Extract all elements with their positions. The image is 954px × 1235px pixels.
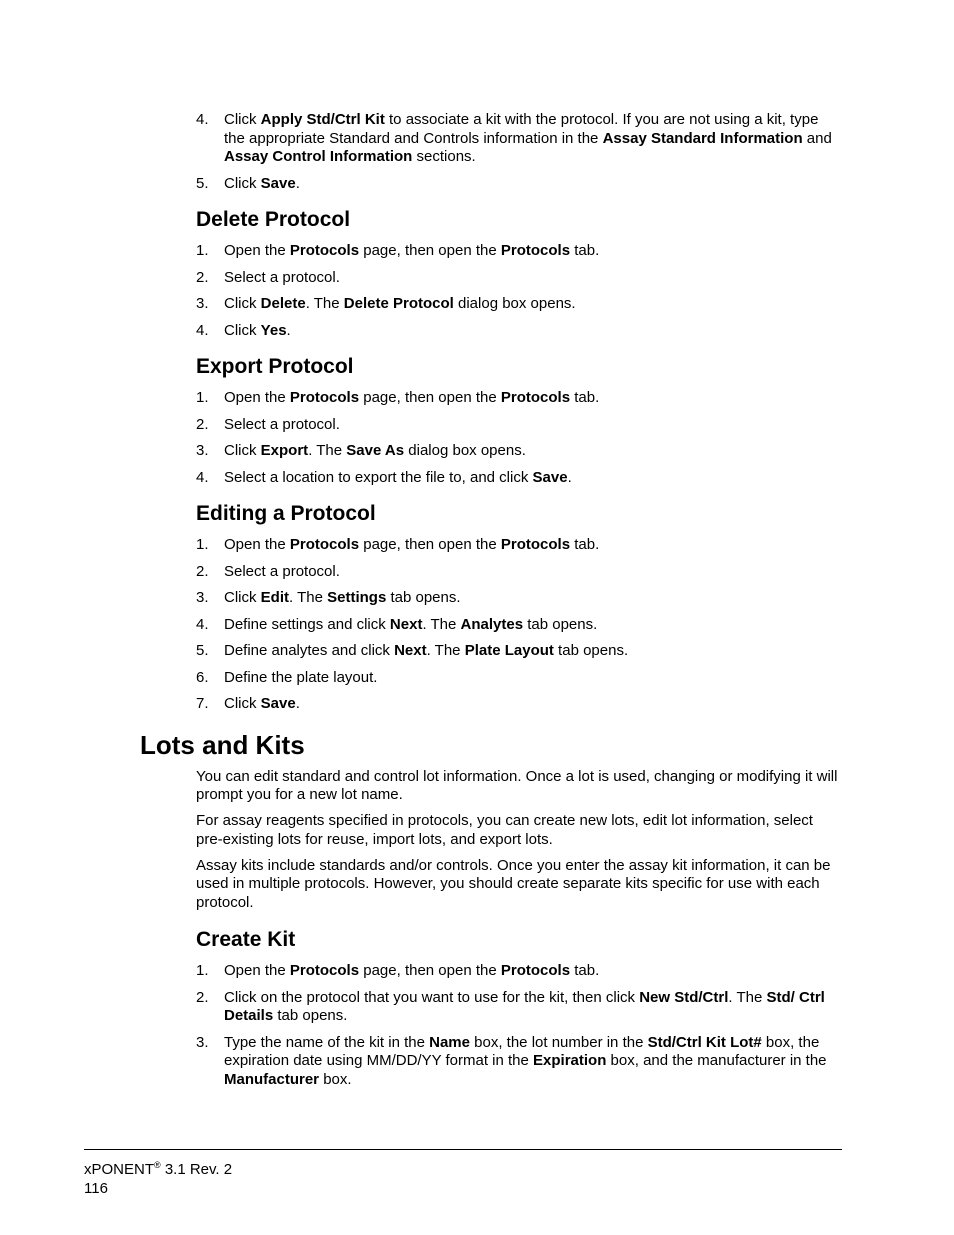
document-body bbox=[140, 111, 841, 1097]
footer-registered-mark: ® bbox=[154, 1160, 161, 1170]
step-text: box. bbox=[319, 1070, 352, 1088]
step-text: tab. bbox=[570, 536, 600, 553]
step-text: Click bbox=[224, 174, 261, 192]
step-number: 5. bbox=[196, 642, 209, 659]
section-heading: Export Protocol bbox=[196, 355, 354, 378]
step-bold-term: Protocols bbox=[289, 389, 360, 406]
list-item bbox=[196, 563, 841, 582]
step-text: tab opens. bbox=[386, 589, 461, 606]
step-text: and bbox=[802, 129, 832, 147]
step-number: 3. bbox=[196, 1033, 209, 1051]
footer-version: 3.1 Rev. 2 bbox=[160, 1161, 233, 1178]
step-bold-term: Settings bbox=[327, 589, 387, 606]
step-text: . The bbox=[728, 988, 767, 1006]
step-text: tab opens. bbox=[523, 615, 598, 633]
step-text: page, then open the bbox=[359, 536, 501, 553]
step-text: Type the name of the kit in the bbox=[224, 1033, 430, 1051]
section-heading: Delete Protocol bbox=[196, 208, 351, 231]
step-text: tab. bbox=[570, 962, 600, 980]
continued-steps-list bbox=[196, 111, 841, 193]
list-item bbox=[196, 962, 841, 981]
list-item bbox=[196, 416, 841, 435]
step-number: 4. bbox=[196, 111, 209, 128]
list-item bbox=[196, 669, 841, 688]
step-number: 2. bbox=[196, 415, 209, 433]
step-text: dialog box opens. bbox=[453, 295, 576, 312]
footer-page-number: 116 bbox=[84, 1180, 108, 1197]
step-bold-term: Protocols bbox=[289, 962, 360, 980]
step-text: tab opens. bbox=[273, 1007, 348, 1025]
step-bold-term: Name bbox=[429, 1033, 470, 1051]
step-text: . The bbox=[308, 442, 347, 459]
step-bold-term: Assay Standard Information bbox=[602, 129, 803, 147]
step-bold-term: Plate Layout bbox=[464, 642, 554, 659]
create-kit-heading: Create Kit bbox=[196, 928, 296, 952]
step-text: Open the bbox=[224, 242, 290, 259]
list-item bbox=[196, 536, 841, 555]
step-bold-term: Protocols bbox=[500, 389, 571, 406]
step-bold-term: Save bbox=[260, 174, 296, 192]
section-steps-list bbox=[196, 389, 841, 487]
step-text: Open the bbox=[224, 962, 290, 980]
step-bold-term: Analytes bbox=[460, 615, 524, 633]
step-text: Click bbox=[224, 295, 261, 312]
step-text: Click bbox=[224, 442, 261, 459]
footer-rule bbox=[84, 1149, 842, 1150]
step-text: Select a protocol. bbox=[224, 268, 340, 286]
step-bold-term: Protocols bbox=[500, 962, 571, 980]
step-text: Click bbox=[224, 695, 261, 712]
step-text: sections. bbox=[412, 148, 476, 165]
step-bold-term: Std/Ctrl Kit Lot# bbox=[647, 1033, 762, 1051]
list-item bbox=[196, 389, 841, 408]
step-number: 3. bbox=[196, 589, 209, 606]
step-number: 4. bbox=[196, 468, 209, 486]
create-kit-steps-list bbox=[196, 962, 841, 1089]
step-text: page, then open the bbox=[359, 242, 501, 259]
step-number: 1. bbox=[196, 536, 209, 553]
step-text: box, and the manufacturer in the bbox=[606, 1052, 827, 1070]
step-number: 3. bbox=[196, 295, 209, 312]
list-item bbox=[196, 242, 841, 261]
list-item bbox=[196, 642, 841, 661]
step-bold-term: Delete bbox=[260, 295, 306, 312]
step-text: Select a location to export the file to, and click bbox=[224, 468, 533, 486]
step-text: tab. bbox=[570, 242, 600, 259]
step-text: box, the expiration date using MM/DD/YY format in the bbox=[224, 1033, 820, 1070]
step-bold-term: Manufacturer bbox=[224, 1070, 320, 1088]
step-number: 2. bbox=[196, 988, 209, 1006]
step-number: 5. bbox=[196, 174, 209, 192]
lots-and-kits-heading: Lots and Kits bbox=[140, 729, 305, 760]
step-bold-term: Protocols bbox=[500, 242, 571, 259]
step-text: . The bbox=[305, 295, 344, 312]
step-bold-term: Next bbox=[394, 642, 427, 659]
step-text: Click on the protocol that you want to use for the kit, then click bbox=[224, 988, 640, 1006]
list-item bbox=[196, 322, 841, 341]
list-item bbox=[196, 695, 841, 714]
page-footer bbox=[84, 1160, 232, 1198]
step-bold-term: Std/ Ctrl Details bbox=[224, 988, 825, 1025]
section-steps-list bbox=[196, 536, 841, 714]
step-text: Click bbox=[224, 589, 261, 606]
step-text: Open the bbox=[224, 536, 290, 553]
step-text: page, then open the bbox=[359, 389, 501, 406]
step-number: 7. bbox=[196, 695, 209, 712]
step-text: . The bbox=[426, 642, 465, 659]
step-bold-term: Delete Protocol bbox=[343, 295, 454, 312]
step-text: . bbox=[295, 695, 300, 712]
list-item bbox=[196, 442, 841, 461]
step-text: . bbox=[567, 468, 572, 486]
step-number: 1. bbox=[196, 389, 209, 406]
step-bold-term: Protocols bbox=[289, 242, 360, 259]
step-bold-term: Save As bbox=[346, 442, 405, 459]
step-text: tab. bbox=[570, 389, 600, 406]
step-bold-term: Save bbox=[260, 695, 296, 712]
step-number: 1. bbox=[196, 242, 209, 259]
list-item bbox=[196, 1034, 841, 1090]
step-bold-term: Protocols bbox=[500, 536, 571, 553]
step-text: Click bbox=[224, 111, 261, 128]
list-item bbox=[196, 295, 841, 314]
section-steps-list bbox=[196, 242, 841, 340]
step-text: page, then open the bbox=[359, 962, 501, 980]
step-text: . The bbox=[289, 589, 328, 606]
step-number: 4. bbox=[196, 615, 209, 633]
list-item bbox=[196, 175, 841, 194]
step-bold-term: New Std/Ctrl bbox=[639, 988, 729, 1006]
step-number: 2. bbox=[196, 268, 209, 286]
step-number: 2. bbox=[196, 562, 209, 580]
step-text: . The bbox=[422, 615, 461, 633]
step-bold-term: Save bbox=[532, 468, 568, 486]
step-bold-term: Protocols bbox=[289, 536, 360, 553]
list-item bbox=[196, 589, 841, 608]
step-text: dialog box opens. bbox=[404, 442, 526, 459]
protocol-sections bbox=[196, 207, 841, 714]
list-item bbox=[196, 269, 841, 288]
step-text: Click bbox=[224, 321, 261, 339]
step-number: 4. bbox=[196, 321, 209, 339]
step-bold-term: Yes bbox=[260, 321, 287, 339]
step-text: Select a protocol. bbox=[224, 415, 340, 433]
step-text: Open the bbox=[224, 389, 290, 406]
list-item bbox=[196, 111, 841, 167]
section-heading: Editing a Protocol bbox=[196, 502, 376, 525]
step-number: 1. bbox=[196, 962, 209, 980]
step-bold-term: Edit bbox=[260, 589, 290, 606]
step-bold-term: Expiration bbox=[533, 1052, 607, 1070]
step-text: to associate a kit with the protocol. If you are not using a kit, type the appropriate Standard and Controls information in the bbox=[224, 111, 819, 147]
body-paragraph: For assay reagents specified in protocols, you can create new lots, edit lot information, select pre-existing lots for reuse, import lots, and export lots. bbox=[196, 812, 813, 848]
step-text: box, the lot number in the bbox=[469, 1033, 648, 1051]
step-text: Select a protocol. bbox=[224, 562, 340, 580]
step-bold-term: Export bbox=[260, 442, 309, 459]
step-text: tab opens. bbox=[553, 642, 629, 659]
step-text: Define the plate layout. bbox=[224, 668, 378, 686]
list-item bbox=[196, 616, 841, 635]
body-paragraph: Assay kits include standards and/or controls. Once you enter the assay kit information, it can be used in multiple protocols. However, you should create separate kits specific for use with each protocol. bbox=[196, 856, 831, 912]
step-bold-term: Apply Std/Ctrl Kit bbox=[260, 111, 385, 128]
step-bold-term: Next bbox=[389, 615, 423, 633]
footer-product-line bbox=[84, 1160, 232, 1179]
body-paragraph: You can edit standard and control lot information. Once a lot is used, changing or modifying it will prompt you for a new lot name. bbox=[196, 767, 838, 804]
list-item bbox=[196, 989, 841, 1026]
step-text: Define settings and click bbox=[224, 615, 390, 633]
footer-product: xPONENT bbox=[84, 1161, 155, 1178]
list-item bbox=[196, 469, 841, 488]
step-text: Define analytes and click bbox=[224, 642, 395, 659]
step-bold-term: Assay Control Information bbox=[224, 148, 413, 165]
step-number: 3. bbox=[196, 442, 209, 459]
lots-and-kits-paragraphs bbox=[196, 768, 841, 914]
step-text: . bbox=[295, 174, 300, 192]
step-number: 6. bbox=[196, 668, 209, 686]
step-text: . bbox=[286, 321, 291, 339]
